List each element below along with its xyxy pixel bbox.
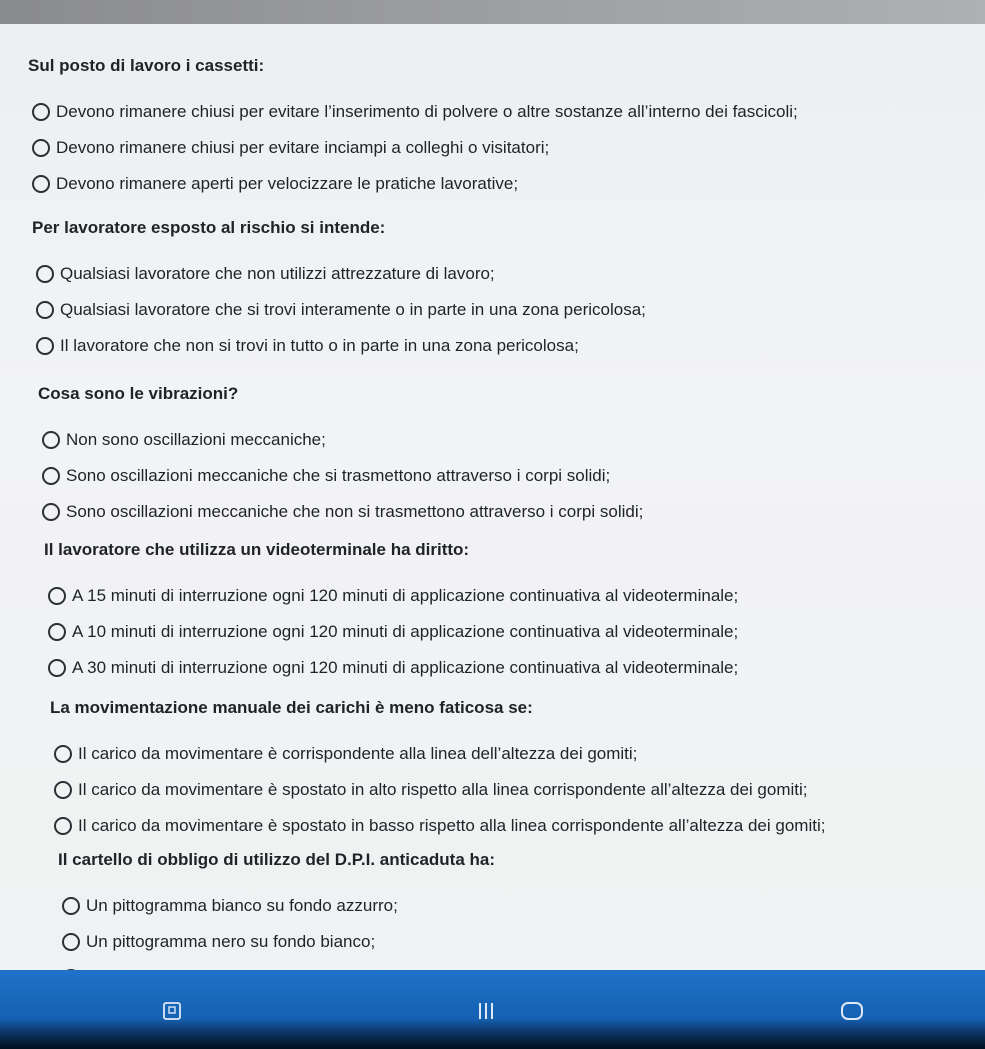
question-2 [32, 218, 646, 364]
answer-label: Il lavoratore che non si trovi in tutto o in parte in una zona pericolosa; [60, 336, 579, 355]
radio-button[interactable] [36, 265, 54, 283]
answer-label: Devono rimanere aperti per velocizzare le pratiche lavorative; [56, 174, 519, 193]
question-title: Cosa sono le vibrazioni? [38, 384, 239, 403]
radio-button[interactable] [42, 431, 60, 449]
quiz-screen [0, 24, 985, 970]
question-1 [28, 56, 798, 202]
question-4 [44, 540, 738, 686]
answer-label: Qualsiasi lavoratore che non utilizzi attrezzature di lavoro; [60, 264, 495, 283]
radio-button[interactable] [62, 933, 80, 951]
answer-option[interactable] [48, 614, 738, 650]
radio-button[interactable] [48, 623, 66, 641]
recent-apps-icon [476, 1001, 496, 1026]
answer-label: Un pittogramma bianco su fondo azzurro; [86, 896, 398, 915]
answer-option[interactable] [48, 650, 738, 686]
answer-option[interactable] [62, 924, 495, 960]
answer-option[interactable] [36, 292, 646, 328]
radio-button[interactable] [48, 587, 66, 605]
answer-label: Sono oscillazioni meccaniche che non si trasmettono attraverso i corpi solidi; [66, 502, 644, 521]
answer-label: Un pittogramma nero su fondo bianco; [86, 932, 376, 951]
answer-label: Il carico da movimentare è spostato in basso rispetto alla linea corrispondente all’altezza dei gomiti; [78, 816, 826, 835]
radio-button[interactable] [36, 337, 54, 355]
home-button[interactable] [832, 998, 872, 1028]
answer-label: Sono oscillazioni meccaniche che si trasmettono attraverso i corpi solidi; [66, 466, 611, 485]
answer-option[interactable] [42, 458, 643, 494]
radio-button[interactable] [36, 301, 54, 319]
radio-button[interactable] [54, 817, 72, 835]
answer-label: A 30 minuti di interruzione ogni 120 minuti di applicazione continuativa al videoterminale; [72, 658, 739, 677]
radio-button[interactable] [54, 781, 72, 799]
radio-button[interactable] [62, 897, 80, 915]
question-title: Sul posto di lavoro i cassetti: [28, 56, 265, 75]
answer-option[interactable] [32, 130, 798, 166]
radio-button[interactable] [32, 175, 50, 193]
question-3 [38, 384, 643, 530]
answer-label: A 15 minuti di interruzione ogni 120 minuti di applicazione continuativa al videoterminale; [72, 586, 739, 605]
home-icon [840, 1001, 864, 1026]
answer-option[interactable] [42, 494, 643, 530]
answer-label: Qualsiasi lavoratore che si trovi interamente o in parte in una zona pericolosa; [60, 300, 646, 319]
radio-button[interactable] [32, 139, 50, 157]
question-title: La movimentazione manuale dei carichi è meno faticosa se: [50, 698, 533, 717]
screenshot-icon [162, 1001, 182, 1026]
radio-button[interactable] [32, 103, 50, 121]
answer-label: Il carico da movimentare è corrispondente alla linea dell’altezza dei gomiti; [78, 744, 638, 763]
system-nav-bar [0, 970, 985, 1049]
answer-label: Devono rimanere chiusi per evitare l’inserimento di polvere o altre sostanze all’interno dei fascicoli; [56, 102, 798, 121]
answer-option[interactable] [54, 808, 825, 844]
answer-option[interactable] [32, 166, 798, 202]
answer-option[interactable] [62, 888, 495, 924]
answer-label: Non sono oscillazioni meccaniche; [66, 430, 326, 449]
radio-button[interactable] [42, 467, 60, 485]
question-title: Il lavoratore che utilizza un videoterminale ha diritto: [44, 540, 470, 559]
answer-option[interactable] [54, 736, 825, 772]
top-bezel [0, 0, 985, 24]
radio-button[interactable] [42, 503, 60, 521]
answer-label: A 10 minuti di interruzione ogni 120 minuti di applicazione continuativa al videoterminale; [72, 622, 739, 641]
question-5 [50, 698, 825, 844]
answer-label: Il carico da movimentare è spostato in alto rispetto alla linea corrispondente all’altezza dei gomiti; [78, 780, 808, 799]
screenshot-button[interactable] [152, 998, 192, 1028]
answer-option[interactable] [54, 772, 825, 808]
question-title: Per lavoratore esposto al rischio si intende: [32, 218, 386, 237]
question-title: Il cartello di obbligo di utilizzo del D.P.I. anticaduta ha: [58, 850, 496, 869]
answer-label: Devono rimanere chiusi per evitare inciampi a colleghi o visitatori; [56, 138, 550, 157]
answer-option[interactable] [36, 328, 646, 364]
answer-option[interactable] [36, 256, 646, 292]
answer-option[interactable] [48, 578, 738, 614]
radio-button[interactable] [54, 745, 72, 763]
recent-apps-button[interactable] [466, 998, 506, 1028]
answer-option[interactable] [42, 422, 643, 458]
radio-button[interactable] [48, 659, 66, 677]
answer-option[interactable] [32, 94, 798, 130]
